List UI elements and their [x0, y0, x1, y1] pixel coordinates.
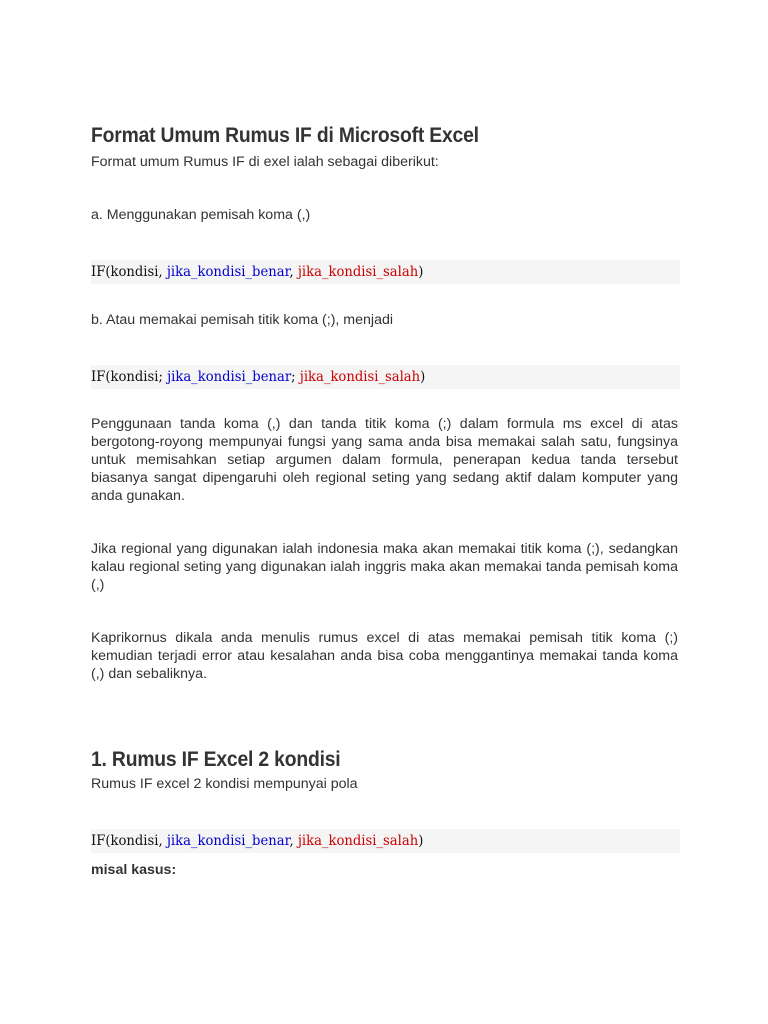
formula-separator: , [158, 264, 167, 280]
formula-arg-condition: kondisi [110, 264, 159, 280]
example-label: misal kasus: [91, 862, 177, 878]
formula-function: IF( [91, 833, 111, 849]
formula-separator: , [289, 264, 298, 280]
formula-semicolon-block [91, 365, 680, 389]
formula-function: IF( [91, 369, 111, 385]
section-intro-text: Rumus IF excel 2 kondisi mempunyai pola [91, 776, 358, 792]
paragraph-regional: Jika regional yang digunakan ialah indonesia maka akan memakai titik koma (;), sedangkan kalau regional seting yang digunakan ialah inggris maka akan memakai tanda pemisah koma (,) [91, 541, 678, 593]
formula-example [91, 829, 423, 853]
formula-arg-false: jika_kondisi_salah [297, 264, 419, 280]
formula-arg-true: jika_kondisi_benar [166, 833, 290, 849]
formula-separator: , [289, 833, 298, 849]
formula-arg-false: jika_kondisi_salah [297, 833, 419, 849]
formula-example-block [91, 829, 680, 853]
formula-arg-false: jika_kondisi_salah [299, 369, 421, 385]
option-a-text: a. Menggunakan pemisah koma (,) [91, 207, 311, 223]
intro-text: Format umum Rumus IF di exel ialah sebagai diberikut: [91, 154, 439, 170]
formula-arg-true: jika_kondisi_benar [167, 369, 292, 385]
main-heading: Format Umum Rumus IF di Microsoft Excel [91, 124, 479, 147]
formula-separator: , [158, 833, 167, 849]
formula-arg-true: jika_kondisi_benar [166, 264, 290, 280]
formula-semicolon [91, 365, 425, 389]
formula-comma [91, 260, 423, 284]
option-b-text: b. Atau memakai pemisah titik koma (;), menjadi [91, 312, 393, 328]
section-heading-if-2-kondisi: 1. Rumus IF Excel 2 kondisi [91, 748, 341, 771]
formula-close: ) [418, 264, 424, 280]
formula-function: IF( [91, 264, 111, 280]
formula-close: ) [418, 833, 424, 849]
formula-arg-condition: kondisi [110, 369, 159, 385]
formula-close: ) [420, 369, 426, 385]
formula-comma-block [91, 260, 680, 284]
formula-separator: ; [291, 369, 300, 385]
formula-separator: ; [158, 369, 168, 385]
formula-arg-condition: kondisi [110, 833, 159, 849]
paragraph-error: Kaprikornus dikala anda menulis rumus excel di atas memakai pemisah titik koma (;) kemudian terjadi error atau kesalahan anda bisa coba menggantinya memakai tanda koma (,) dan sebaliknya. [91, 630, 678, 682]
paragraph-separators: Penggunaan tanda koma (,) dan tanda titik koma (;) dalam formula ms excel di atas bergotong-royong mempunyai fungsi yang sama anda bisa memakai salah satu, fungsinya untuk memisahkan setiap argumen dalam formula, penerapan kedua tanda tersebut biasanya sangat dipengaruhi oleh regional seting yang sedang aktif dalam komputer yang anda gunakan. [91, 416, 678, 504]
